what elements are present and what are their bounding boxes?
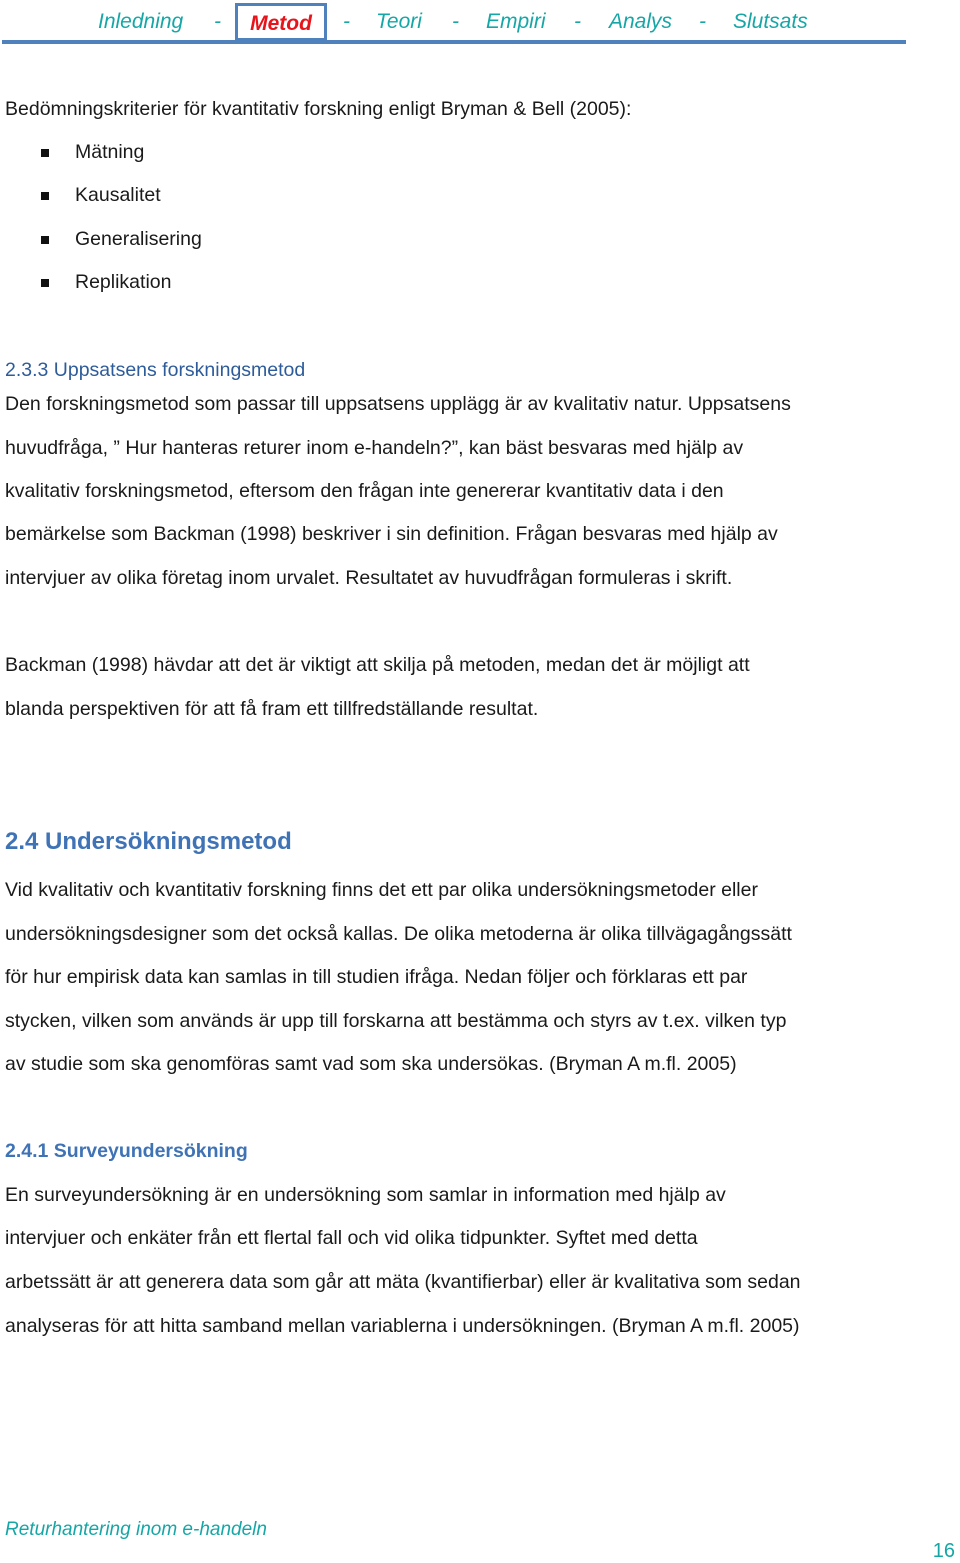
paragraph-line: undersökningsdesigner som det också kallas. De olika metoderna är olika tillvägagångssätt bbox=[5, 923, 792, 945]
paragraph-line: stycken, vilken som används är upp till forskarna att bestämma och styrs av t.ex. vilken typ bbox=[5, 1010, 787, 1032]
section-heading-2-4-1: 2.4.1 Surveyundersökning bbox=[5, 1140, 248, 1162]
criteria-item: Replikation bbox=[75, 271, 172, 293]
paragraph-line: Vid kvalitativ och kvantitativ forskning finns det ett par olika undersökningsmetoder eller bbox=[5, 879, 758, 901]
nav-item-slutsats[interactable]: Slutsats bbox=[733, 10, 808, 33]
nav-item-metod-active[interactable] bbox=[235, 3, 327, 41]
paragraph-line: kvalitativ forskningsmetod, eftersom den frågan inte genererar kvantitativ data i den bbox=[5, 480, 724, 502]
nav-separator: - bbox=[214, 10, 221, 33]
page-number: 16 bbox=[932, 1540, 955, 1562]
paragraph-line: huvudfråga, ” Hur hanteras returer inom e-handeln?”, kan bäst besvaras med hjälp av bbox=[5, 437, 744, 459]
section-heading-2-4: 2.4 Undersökningsmetod bbox=[5, 828, 292, 855]
square-bullet-icon bbox=[41, 192, 49, 200]
nav-separator: - bbox=[343, 10, 350, 33]
paragraph-line: av studie som ska genomföras samt vad som ska undersökas. (Bryman A m.fl. 2005) bbox=[5, 1053, 737, 1075]
criteria-item: Generalisering bbox=[75, 228, 202, 250]
paragraph-line: intervjuer och enkäter från ett flertal fall och vid olika tidpunkter. Syftet med detta bbox=[5, 1227, 698, 1249]
paragraph-line: arbetssätt är att generera data som går att mäta (kvantifierbar) eller är kvalitativa som sedan bbox=[5, 1271, 801, 1293]
paragraph-line: analyseras för att hitta samband mellan variablerna i undersökningen. (Bryman A m.fl. 2005) bbox=[5, 1315, 800, 1337]
footer-title: Returhantering inom e-handeln bbox=[5, 1519, 267, 1540]
paragraph-line: Den forskningsmetod som passar till uppsatsens upplägg är av kvalitativ natur. Uppsatsens bbox=[5, 393, 791, 415]
criteria-item: Mätning bbox=[75, 141, 145, 163]
nav-item-teori[interactable]: Teori bbox=[376, 10, 422, 33]
paragraph-line: bemärkelse som Backman (1998) beskriver i sin definition. Frågan besvaras med hjälp av bbox=[5, 523, 778, 545]
square-bullet-icon bbox=[41, 149, 49, 157]
nav-underline bbox=[2, 40, 906, 44]
nav-item-inledning[interactable]: Inledning bbox=[98, 10, 184, 33]
section-heading-2-3-3: 2.3.3 Uppsatsens forskningsmetod bbox=[5, 359, 306, 381]
paragraph-line: Backman (1998) hävdar att det är viktigt att skilja på metoden, medan det är möjligt att bbox=[5, 654, 750, 676]
square-bullet-icon bbox=[41, 279, 49, 287]
nav-item-empiri[interactable]: Empiri bbox=[486, 10, 546, 33]
paragraph-line: intervjuer av olika företag inom urvalet. Resultatet av huvudfrågan formuleras i skrift. bbox=[5, 567, 733, 589]
paragraph-line: blanda perspektiven för att få fram ett tillfredställande resultat. bbox=[5, 698, 539, 720]
nav-separator: - bbox=[452, 10, 459, 33]
nav-separator: - bbox=[574, 10, 581, 33]
chapter-nav bbox=[0, 0, 906, 46]
paragraph-line: En surveyundersökning är en undersökning som samlar in information med hjälp av bbox=[5, 1184, 726, 1206]
paragraph-line: för hur empirisk data kan samlas in till studien ifråga. Nedan följer och förklaras ett par bbox=[5, 966, 748, 988]
nav-separator: - bbox=[699, 10, 706, 33]
nav-item-analys[interactable]: Analys bbox=[609, 10, 673, 33]
nav-item-metod: Metod bbox=[250, 12, 312, 35]
square-bullet-icon bbox=[41, 236, 49, 244]
criteria-item: Kausalitet bbox=[75, 184, 161, 206]
criteria-intro: Bedömningskriterier för kvantitativ forskning enligt Bryman & Bell (2005): bbox=[5, 98, 632, 120]
